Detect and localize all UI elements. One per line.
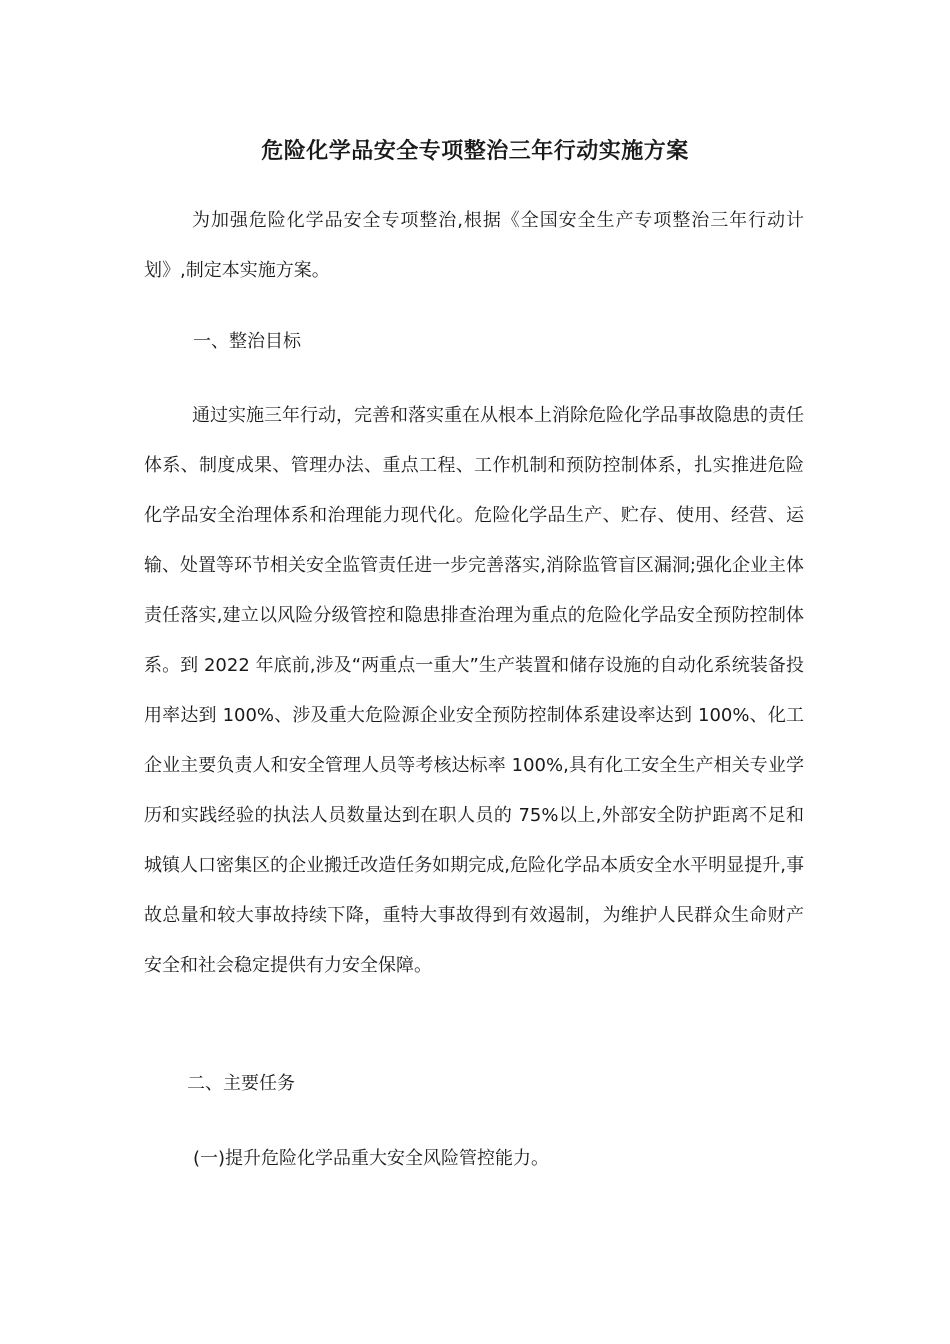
goals-paragraph: 通过实施三年行动，完善和落实重在从根本上消除危险化学品事故隐患的责任体系、制度成果、管理办法、重点工程、工作机制和预防控制体系，扎实推进危险化学品安全治理体系和治理能力现代化。危险化学品生产、贮存、使用、经营、运输、处置等环节相关安全监管责任进一步完善落实,消除监管盲区漏洞;强化企业主体责任落实,建立以风险分级管控和隐患排查治理为重点的危险化学品安全预防控制体系。到 2022 年底前,涉及“两重点一重大”生产装置和储存设施的自动化系统装备投用率达到 100%、涉及重大危险源企业安全预防控制体系建设率达到 100%、化工企业主要负责人和安全管理人员等考核达标率 100%,具有化工安全生产相关专业学历和实践经验的执法人员数量达到在职人员的 75%以上,外部安全防护距离不足和城镇人口密集区的企业搬迁改造任务如期完成,危险化学品本质安全水平明显提升,事故总量和较大事故持续下降，重特大事故得到有效遏制，为维护人民群众生命财产安全和社会稳定提供有力安全保障。 bbox=[144, 405, 804, 976]
intro-paragraph: 为加强危险化学品安全专项整治,根据《全国安全生产专项整治三年行动计划》,制定本实施方案。 bbox=[144, 210, 804, 281]
subsection-heading-risk-control: (一)提升危险化学品重大安全风险管控能力。 bbox=[193, 1148, 550, 1169]
section-heading-tasks: 二、主要任务 bbox=[187, 1073, 295, 1094]
document-title: 危险化学品安全专项整治三年行动实施方案 bbox=[261, 139, 689, 164]
section-heading-goals: 一、整治目标 bbox=[193, 331, 301, 352]
